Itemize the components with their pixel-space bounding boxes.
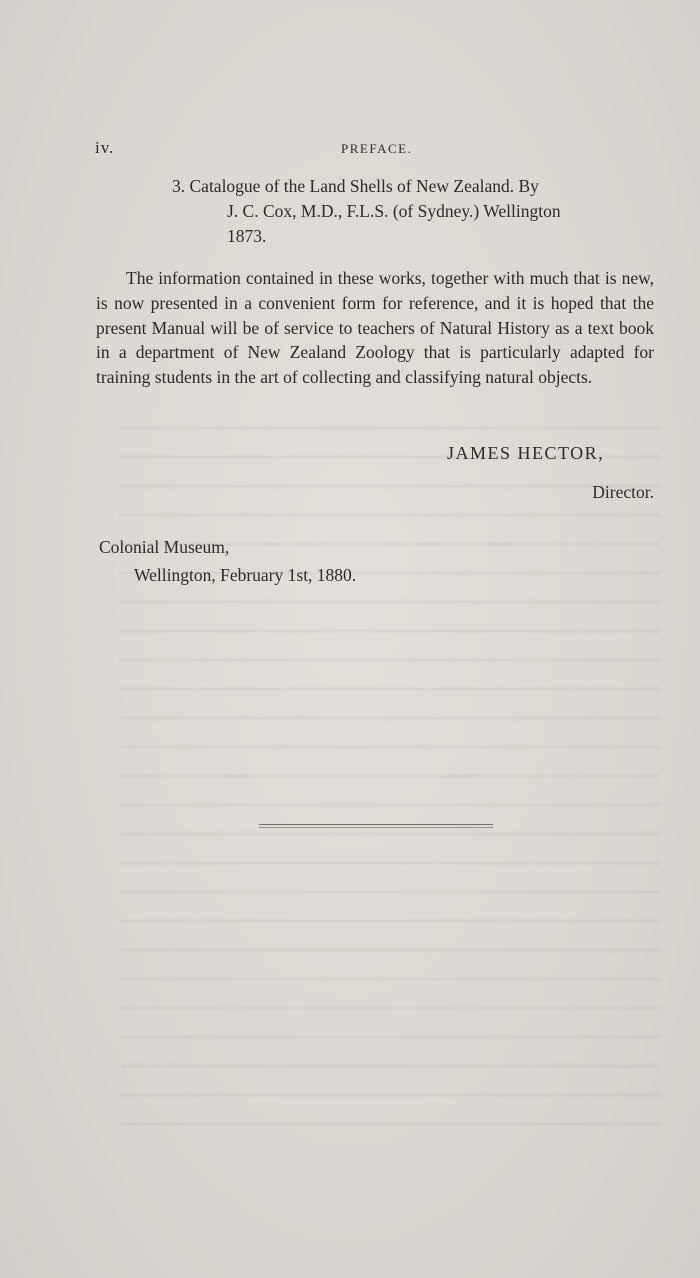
page-number: iv. xyxy=(95,138,115,157)
running-head: PREFACE. xyxy=(341,141,413,156)
page-header xyxy=(95,138,655,160)
reference-line-1: 3. Catalogue of the Land Shells of New Zealand. By xyxy=(172,176,539,196)
dateline-place: Colonial Museum, xyxy=(99,537,230,557)
decorative-rule xyxy=(259,824,493,828)
signature-name: JAMES HECTOR, xyxy=(447,443,605,463)
reference-line-2: J. C. Cox, M.D., F.L.S. (of Sydney.) Wellington xyxy=(227,201,561,221)
dateline-date: Wellington, February 1st, 1880. xyxy=(134,565,357,585)
bleed-through-texture xyxy=(120,410,660,1130)
body-paragraph: The information contained in these works, together with much that is new, is now presented in a convenient form for reference, and it is hoped that the present Manual will be of service to teachers of Natural History as a text book in a department of New Zealand Zoology that is particularly adapted for training students in the art of collecting and classifying natural objects. xyxy=(96,268,654,388)
reference-item xyxy=(172,174,654,249)
reference-line-3: 1873. xyxy=(227,226,267,246)
signature-title: Director. xyxy=(592,482,654,502)
